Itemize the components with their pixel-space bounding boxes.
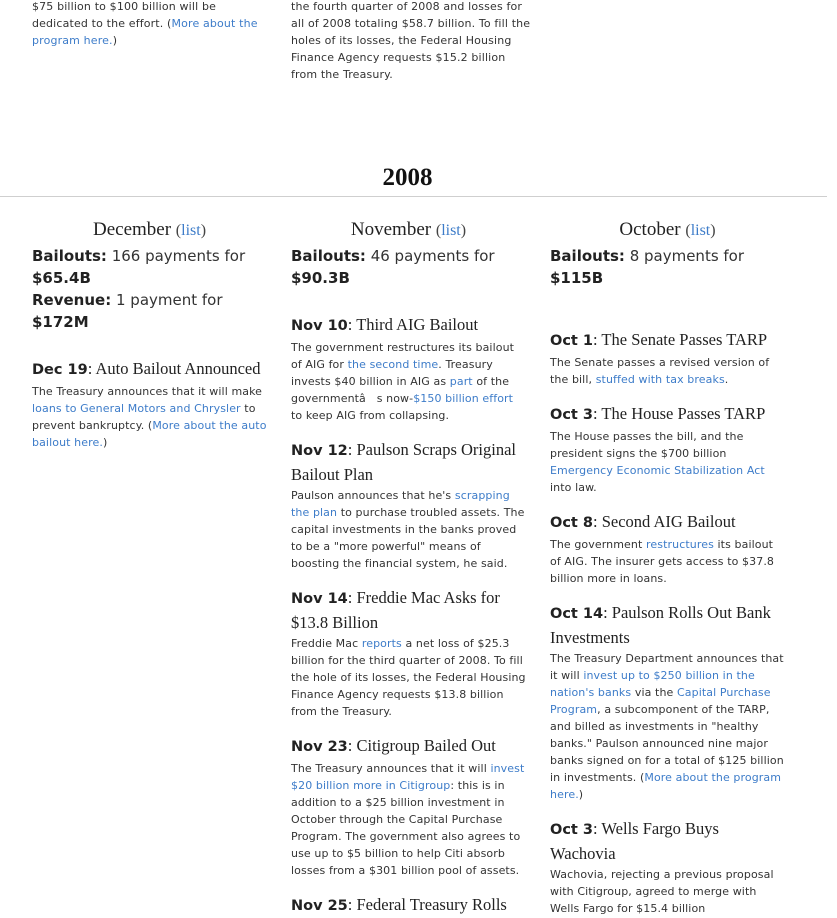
- event-date: Dec 19: [32, 362, 88, 378]
- event-description: The Treasury announces that it will make loans to General Motors and Chrysler to prevent bankruptcy. (More about the auto bailout here.): [32, 385, 267, 449]
- month-name: November: [350, 219, 432, 240]
- citigroup-investment-link[interactable]: invest $20 billion more in Citigroup: [291, 762, 525, 792]
- year-divider: [0, 196, 827, 197]
- event-name: : Paulson Scraps Original Bailout Plan: [291, 440, 516, 484]
- event-name: : The Senate Passes TARP: [593, 330, 768, 349]
- timeline-event: [550, 510, 785, 587]
- event-description: The Treasury Department announces that it will invest up to $250 billion in the nation's banks via the Capital Purchase Program, a subcomponent of the TARP, and billed as investments in "healthy banks." Paulson announced nine major banks signed on for a total of $125 billion in investments. (More about the program here.): [550, 652, 784, 801]
- event-name: : Citigroup Bailed Out: [347, 736, 496, 755]
- timeline-event: [291, 438, 526, 572]
- tax-breaks-link[interactable]: stuffed with tax breaks: [595, 373, 725, 386]
- month-column-november: [291, 218, 526, 918]
- event-title: [550, 328, 785, 353]
- restructures-link[interactable]: restructures: [646, 538, 714, 551]
- bailouts-amount: $90.3B: [291, 269, 350, 287]
- prior-entry-body: $75 billion to $100 billion will be dedicated to the effort. (: [32, 0, 216, 30]
- bailouts-count: 166 payments for: [106, 247, 246, 265]
- event-name: : Third AIG Bailout: [347, 315, 479, 334]
- eesa-link[interactable]: Emergency Economic Stabilization Act: [550, 464, 765, 477]
- event-title: [291, 586, 526, 634]
- event-date: Nov 25: [291, 898, 348, 914]
- event-date: Nov 23: [291, 739, 348, 755]
- timeline-event: [291, 893, 526, 918]
- 150-billion-effort-link[interactable]: $150 billion effort: [413, 392, 514, 405]
- reports-link[interactable]: reports: [361, 637, 402, 650]
- event-date: Nov 12: [291, 443, 348, 459]
- event-description: Paulson announces that he's scrapping the plan to purchase troubled assets. The capital investments in the banks proved to be a "more powerful" means of boosting the financial system, he said.: [291, 489, 525, 570]
- month-list-link[interactable]: list: [181, 222, 201, 239]
- timeline-event: [550, 601, 785, 803]
- revenue-label: Revenue:: [32, 291, 112, 309]
- timeline-event: [550, 402, 785, 496]
- event-name: : Federal Treasury Rolls: [347, 895, 507, 914]
- bailouts-amount: $65.4B: [32, 269, 91, 287]
- timeline-event: [291, 734, 526, 879]
- year-heading: 2008: [382, 164, 433, 191]
- event-description: The Treasury announces that it will invest $20 billion more in Citigroup: this is in addition to a $25 billion investment in October through the Capital Purchase Program. The government also agrees to use up to $5 billion to help Citi absorb losses from a $301 billion pool of assets.: [291, 762, 525, 877]
- auto-loans-link[interactable]: loans to General Motors and Chrysler: [32, 402, 241, 415]
- prior-entry-text-2: [291, 0, 531, 83]
- event-title: [550, 601, 785, 649]
- event-name: : Auto Bailout Announced: [87, 359, 261, 378]
- event-title: [291, 734, 526, 759]
- event-date: Oct 3: [550, 407, 593, 423]
- bailouts-summary: [550, 245, 785, 289]
- month-heading: December (list): [92, 219, 207, 240]
- month-column-october: [550, 218, 785, 917]
- event-name: : Wells Fargo Buys Wachovia: [550, 819, 719, 863]
- bailouts-label: Bailouts:: [32, 247, 107, 265]
- revenue-count: 1 payment for: [111, 291, 223, 309]
- revenue-summary: [32, 289, 267, 333]
- event-description: The government restructures its bailout of AIG. The insurer gets access to $37.8 billion more in loans.: [550, 538, 775, 585]
- bailouts-count: 8 payments for: [624, 247, 745, 265]
- prior-entry-close: ): [112, 34, 118, 47]
- bailouts-summary: [32, 245, 267, 289]
- month-list-link[interactable]: list: [441, 222, 461, 239]
- bailouts-summary: [291, 245, 526, 289]
- timeline-event: [291, 586, 526, 720]
- event-date: Oct 3: [550, 822, 593, 838]
- prior-entry-body-2: the fourth quarter of 2008 and losses for all of 2008 totaling $58.7 billion. To fill the holes of its losses, the Federal Housing Finance Agency requests $15.2 billion from the Treasury.: [291, 0, 531, 81]
- bailouts-label: Bailouts:: [291, 247, 366, 265]
- event-date: Oct 1: [550, 333, 593, 349]
- event-name: : Paulson Rolls Out Bank Investments: [550, 603, 771, 647]
- timeline-event: [550, 328, 785, 388]
- month-list-link[interactable]: list: [690, 222, 711, 239]
- event-description: Freddie Mac reports a net loss of $25.3 billion for the third quarter of 2008. To fill the hole of its losses, the Federal Housing Finance Agency requests $13.8 billion from the Treasury.: [291, 637, 526, 718]
- event-name: : The House Passes TARP: [593, 404, 766, 423]
- bailouts-count: 46 payments for: [365, 247, 495, 265]
- event-description: Wachovia, rejecting a previous proposal with Citigroup, agreed to merge with Wells Fargo for $15.4 billion: [550, 868, 774, 915]
- event-date: Oct 14: [550, 606, 604, 622]
- event-title: [550, 510, 785, 535]
- event-title: [291, 313, 526, 338]
- month-column-december: [32, 218, 267, 451]
- event-date: Nov 14: [291, 591, 348, 607]
- timeline-event: [550, 817, 785, 917]
- part-link[interactable]: part: [449, 375, 473, 388]
- month-heading: November (list): [350, 219, 467, 240]
- event-title: [32, 357, 267, 382]
- timeline-event: [291, 313, 526, 424]
- event-name: : Freddie Mac Asks for $13.8 Billion: [291, 588, 500, 632]
- event-title: [550, 402, 785, 427]
- month-name: October: [619, 219, 681, 240]
- event-name: : Second AIG Bailout: [593, 512, 736, 531]
- more-about-program-link[interactable]: More about the program here.: [550, 771, 782, 801]
- timeline-event: [32, 357, 267, 451]
- bailouts-amount: $115B: [550, 269, 604, 287]
- scrapping-plan-link[interactable]: scrapping the plan: [291, 489, 510, 519]
- bank-investment-link[interactable]: invest up to $250 billion in the nation's banks: [550, 669, 755, 699]
- event-title: [550, 817, 785, 865]
- event-title: [291, 893, 526, 918]
- event-date: Oct 8: [550, 515, 593, 531]
- event-date: Nov 10: [291, 318, 348, 334]
- bailouts-label: Bailouts:: [550, 247, 625, 265]
- event-description: The Senate passes a revised version of the bill, stuffed with tax breaks.: [550, 356, 770, 386]
- event-title: [291, 438, 526, 486]
- auto-bailout-more-link[interactable]: More about the auto bailout here.: [32, 419, 267, 449]
- event-description: The government restructures its bailout of AIG for the second time. Treasury invests $40 billion in AIG as part of the governmentâ s now-$150 billion effort to keep AIG from collapsing.: [291, 341, 515, 422]
- prior-entry-text: [32, 0, 272, 49]
- revenue-amount: $172M: [32, 313, 89, 331]
- month-name: December: [92, 219, 172, 240]
- event-description: The House passes the bill, and the president signs the $700 billion Emergency Economic Stabilization Act into law.: [550, 430, 765, 494]
- second-time-link[interactable]: the second time: [347, 358, 439, 371]
- capital-purchase-program-link[interactable]: Capital Purchase Program: [550, 686, 771, 716]
- month-heading: October (list): [619, 219, 716, 240]
- more-about-program-link[interactable]: More about the program here.: [32, 17, 258, 47]
